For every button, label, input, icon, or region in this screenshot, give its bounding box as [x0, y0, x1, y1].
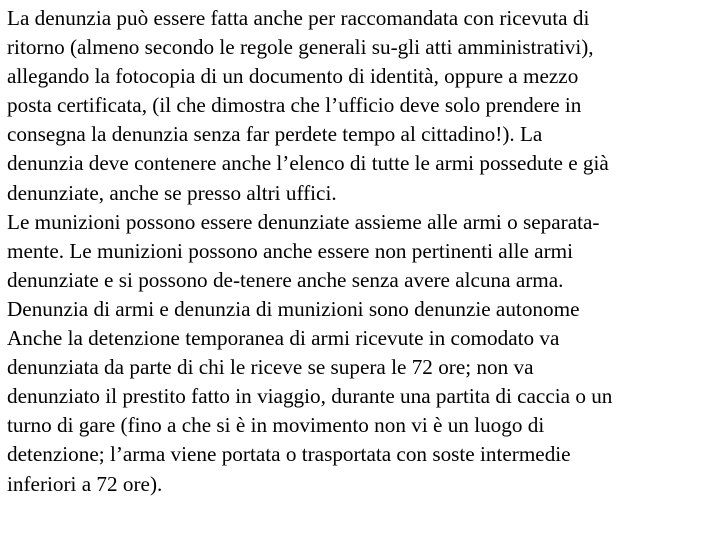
- text-line: posta certificata, (il che dimostra che l’ufficio deve solo prendere in: [7, 93, 582, 118]
- text-line: denunziate, anche se presso altri uffici.: [7, 180, 337, 205]
- text-line: allegando la fotocopia di un documento di identità, oppure a mezzo: [7, 64, 579, 89]
- text-line: turno di gare (fino a che si è in movimento non vi è un luogo di: [7, 413, 545, 438]
- text-line: Le munizioni possono essere denunziate assieme alle armi o separata-: [7, 209, 600, 234]
- body-text: [7, 4, 717, 499]
- text-line: consegna la denunzia senza far perdete tempo al cittadino!). La: [7, 122, 543, 147]
- text-line: La denunzia può essere fatta anche per raccomandata con ricevuta di: [7, 6, 590, 30]
- text-line: denunziato il prestito fatto in viaggio, durante una partita di caccia o un: [7, 384, 613, 409]
- text-line: ritorno (almeno secondo le regole generali su-gli atti amministrativi),: [7, 35, 594, 60]
- text-line: denunziate e si possono de-tenere anche senza avere alcuna arma.: [7, 267, 564, 292]
- text-line: denunzia deve contenere anche l’elenco di tutte le armi possedute e già: [7, 151, 609, 176]
- text-line: detenzione; l’arma viene portata o trasportata con soste intermedie: [7, 442, 571, 467]
- text-line: inferiori a 72 ore).: [7, 471, 163, 496]
- text-line: Anche la detenzione temporanea di armi ricevute in comodato va: [7, 326, 560, 351]
- text-line: denunziata da parte di chi le riceve se supera le 72 ore; non va: [7, 355, 534, 380]
- text-line: mente. Le munizioni possono anche essere non pertinenti alle armi: [7, 238, 574, 263]
- text-line: Denunzia di armi e denunzia di munizioni sono denunzie autonome: [7, 296, 580, 321]
